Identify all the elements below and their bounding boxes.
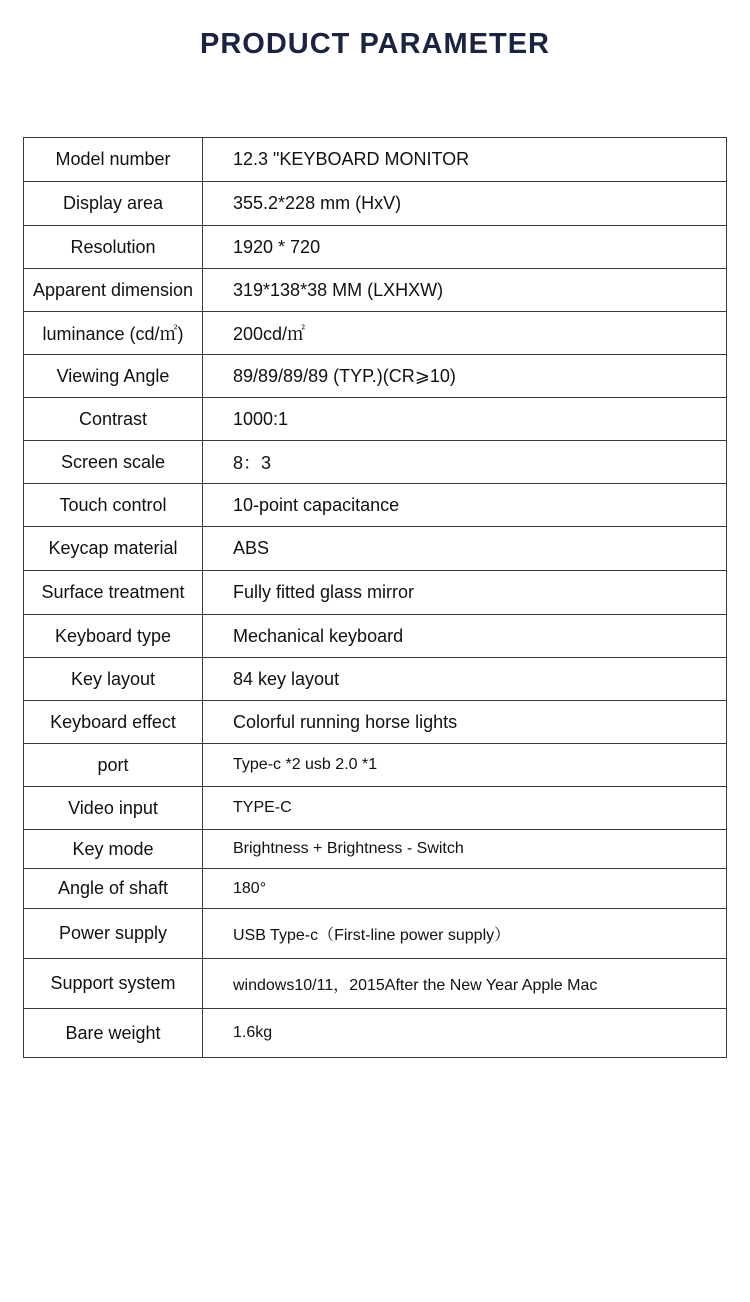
row-label: Resolution — [24, 226, 203, 269]
row-value: 1920 * 720 — [203, 226, 727, 269]
row-value: 180° — [203, 869, 727, 909]
row-value: 89/89/89/89 (TYP.)(CR⩾10) — [203, 355, 727, 398]
table-row — [24, 959, 727, 1009]
row-value: TYPE-C — [203, 787, 727, 830]
row-value: ABS — [203, 527, 727, 571]
row-value: windows10/11，2015After the New Year Apple Mac — [203, 959, 727, 1009]
table-row — [24, 701, 727, 744]
row-label: Keyboard type — [24, 615, 203, 658]
row-value: Mechanical keyboard — [203, 615, 727, 658]
row-value: 8：3 — [203, 441, 727, 484]
row-label: Display area — [24, 182, 203, 226]
row-label: Contrast — [24, 398, 203, 441]
table-row — [24, 527, 727, 571]
row-value: Brightness + Brightness - Switch — [203, 830, 727, 869]
table-row — [24, 615, 727, 658]
row-value: Colorful running horse lights — [203, 701, 727, 744]
row-label: Keyboard effect — [24, 701, 203, 744]
row-value: 355.2*228 mm (HxV) — [203, 182, 727, 226]
row-label: Key mode — [24, 830, 203, 869]
row-value: 200cd/㎡ — [203, 312, 727, 355]
table-row — [24, 355, 727, 398]
table-row — [24, 138, 727, 182]
table-row — [24, 312, 727, 355]
row-value: 84 key layout — [203, 658, 727, 701]
table-row — [24, 398, 727, 441]
row-value: 1000:1 — [203, 398, 727, 441]
row-label: Surface treatment — [24, 571, 203, 615]
row-label: Key layout — [24, 658, 203, 701]
row-value: 319*138*38 MM (LXHXW) — [203, 269, 727, 312]
row-label: Screen scale — [24, 441, 203, 484]
table-row — [24, 182, 727, 226]
row-label: Keycap material — [24, 527, 203, 571]
row-label: Bare weight — [24, 1009, 203, 1058]
row-label: port — [24, 744, 203, 787]
table-row — [24, 269, 727, 312]
row-label: Video input — [24, 787, 203, 830]
table-row — [24, 787, 727, 830]
table-row — [24, 830, 727, 869]
table-row — [24, 1009, 727, 1058]
table-row — [24, 658, 727, 701]
row-label: Model number — [24, 138, 203, 182]
row-value: 10-point capacitance — [203, 484, 727, 527]
table-row — [24, 441, 727, 484]
table-row — [24, 571, 727, 615]
table-row — [24, 484, 727, 527]
row-label: Viewing Angle — [24, 355, 203, 398]
row-label: Touch control — [24, 484, 203, 527]
row-value: Type-c *2 usb 2.0 *1 — [203, 744, 727, 787]
row-value: 1.6kg — [203, 1009, 727, 1058]
table-row — [24, 226, 727, 269]
row-value: USB Type-c（First-line power supply） — [203, 909, 727, 959]
row-label: Angle of shaft — [24, 869, 203, 909]
table-row — [24, 744, 727, 787]
table-row — [24, 869, 727, 909]
page-title: PRODUCT PARAMETER — [200, 28, 550, 60]
row-label: Power supply — [24, 909, 203, 959]
table-row — [24, 909, 727, 959]
row-label: luminance (cd/㎡) — [24, 312, 203, 355]
spec-table — [23, 137, 727, 1058]
row-value: 12.3 "KEYBOARD MONITOR — [203, 138, 727, 182]
row-label: Support system — [24, 959, 203, 1009]
row-label: Apparent dimension — [24, 269, 203, 312]
row-value: Fully fitted glass mirror — [203, 571, 727, 615]
